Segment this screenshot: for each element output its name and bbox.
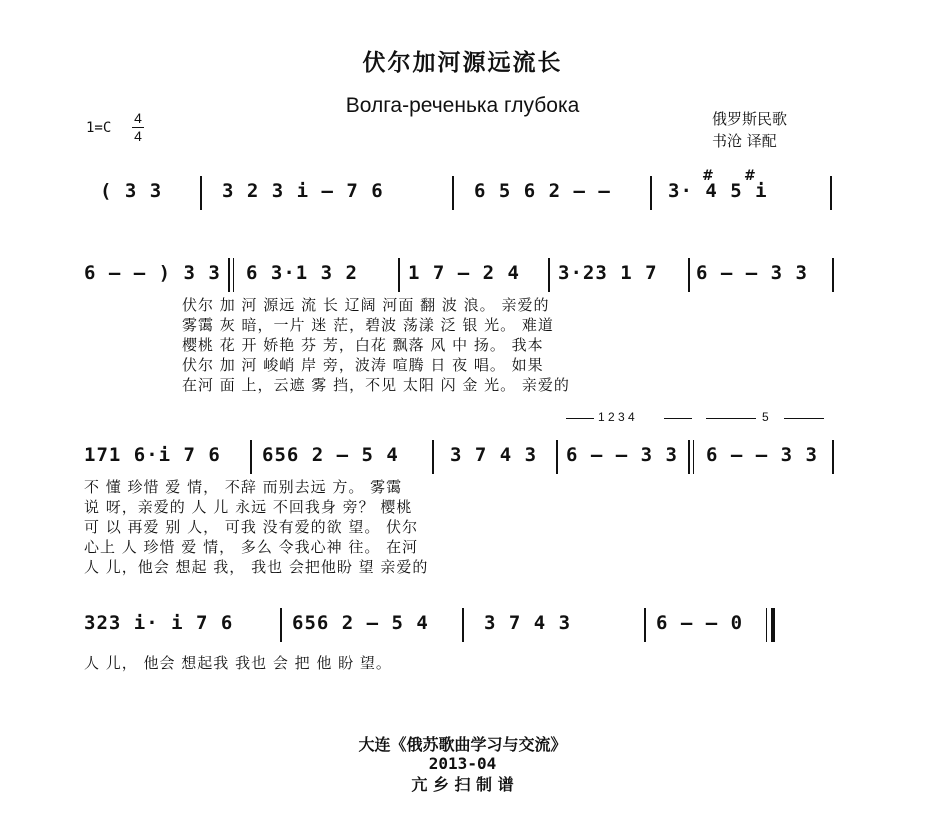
- barline: [432, 440, 434, 474]
- row1-measure4: 3· 4 5 i: [668, 180, 768, 202]
- translator-credit: 书沧 译配: [712, 132, 777, 150]
- time-signature-top: 4: [134, 110, 142, 126]
- song-subtitle: Волга-реченька глубока: [345, 94, 580, 117]
- repeat-end-barline-thin: [693, 440, 694, 474]
- row3-measure1: 171 6·i 7 6: [84, 444, 221, 466]
- lyric-line-11: 人 儿， 他会 想起我 我也 会 把 他 盼 望。: [84, 654, 392, 672]
- volta-bracket-2: [784, 418, 824, 419]
- barline: [200, 176, 202, 210]
- row4-measure2: 656 2 – 5 4: [292, 612, 429, 634]
- row2-measure5: 6 – – 3 3: [696, 262, 808, 284]
- final-barline-thin: [766, 608, 767, 642]
- lyric-line-10: 人 儿，他会 想起 我， 我也 会把他盼 望 亲爱的: [84, 558, 429, 576]
- barline: [650, 176, 652, 210]
- row4-measure3: 3 7 4 3: [484, 612, 572, 634]
- lyric-line-4: 伏尔 加 河 峻峭 岸 旁，波涛 喧腾 日 夜 唱。 如果: [182, 356, 544, 374]
- volta-1-label: 1 2 3 4: [598, 410, 635, 424]
- final-barline-thick: [771, 608, 775, 642]
- row4-measure4: 6 – – 0: [656, 612, 744, 634]
- lyric-line-6: 不 懂 珍惜 爱 情， 不辞 而别去远 方。 雾霭: [84, 478, 403, 496]
- lyric-line-7: 说 呀，亲爱的 人 儿 永远 不回我身 旁？ 樱桃: [84, 498, 413, 516]
- row3-measure4: 6 – – 3 3: [566, 444, 678, 466]
- song-title: 伏尔加河源远流长: [362, 49, 563, 76]
- barline: [688, 258, 690, 292]
- barline: [398, 258, 400, 292]
- barline: [548, 258, 550, 292]
- footer-source: 大连《俄苏歌曲学习与交流》: [358, 735, 567, 754]
- time-signature-bottom: 4: [134, 128, 142, 144]
- sharp-sign: #: [744, 168, 756, 184]
- barline: [832, 258, 834, 292]
- row1-measure3: 6 5 6 2 – –: [474, 180, 611, 202]
- time-signature: [132, 110, 144, 145]
- lyric-line-5: 在河 面 上，云遮 雾 挡，不见 太阳 闪 金 光。 亲爱的: [182, 376, 570, 394]
- barline: [250, 440, 252, 474]
- row1-measure2: 3 2 3 i – 7 6: [222, 180, 384, 202]
- sharp-sign: #: [702, 168, 714, 184]
- key-signature: 1=C: [86, 120, 112, 136]
- barline: [832, 440, 834, 474]
- lyric-line-2: 雾霭 灰 暗，一片 迷 茫，碧波 荡漾 泛 银 光。 难道: [182, 316, 554, 334]
- volta-bracket-2: [706, 418, 756, 419]
- lyric-line-8: 可 以 再爱 别 人， 可我 没有爱的欲 望。 伏尔: [84, 518, 419, 536]
- barline: [452, 176, 454, 210]
- barline: [830, 176, 832, 210]
- lyric-line-9: 心上 人 珍惜 爱 情， 多么 令我心神 往。 在河: [84, 538, 419, 556]
- origin-credit: 俄罗斯民歌: [712, 110, 788, 128]
- repeat-barline-thin: [233, 258, 234, 292]
- footer-maker: 亢 乡 扫 制 谱: [411, 775, 514, 794]
- barline: [644, 608, 646, 642]
- volta-2-label: 5: [762, 410, 769, 424]
- row1-measure1: ( 3 3: [100, 180, 163, 202]
- row3-measure3: 3 7 4 3: [450, 444, 538, 466]
- barline: [556, 440, 558, 474]
- row3-measure5: 6 – – 3 3: [706, 444, 818, 466]
- row2-measure1: 6 – – ) 3 3: [84, 262, 221, 284]
- footer-date: 2013-04: [428, 754, 497, 773]
- volta-bracket-1: [664, 418, 692, 419]
- repeat-barline: [228, 258, 230, 292]
- row2-measure4: 3·23 1 7: [558, 262, 658, 284]
- lyric-line-3: 樱桃 花 开 娇艳 芬 芳，白花 飘落 风 中 扬。 我本: [182, 336, 544, 354]
- row4-measure1: 323 i· i 7 6: [84, 612, 234, 634]
- volta-bracket-1: [566, 418, 594, 419]
- lyric-line-1: 伏尔 加 河 源远 流 长 辽阔 河面 翻 波 浪。 亲爱的: [182, 296, 550, 314]
- row2-measure3: 1 7 – 2 4: [408, 262, 520, 284]
- row3-measure2: 656 2 – 5 4: [262, 444, 399, 466]
- row2-measure2: 6 3·1 3 2: [246, 262, 358, 284]
- repeat-end-barline: [688, 440, 690, 474]
- barline: [462, 608, 464, 642]
- barline: [280, 608, 282, 642]
